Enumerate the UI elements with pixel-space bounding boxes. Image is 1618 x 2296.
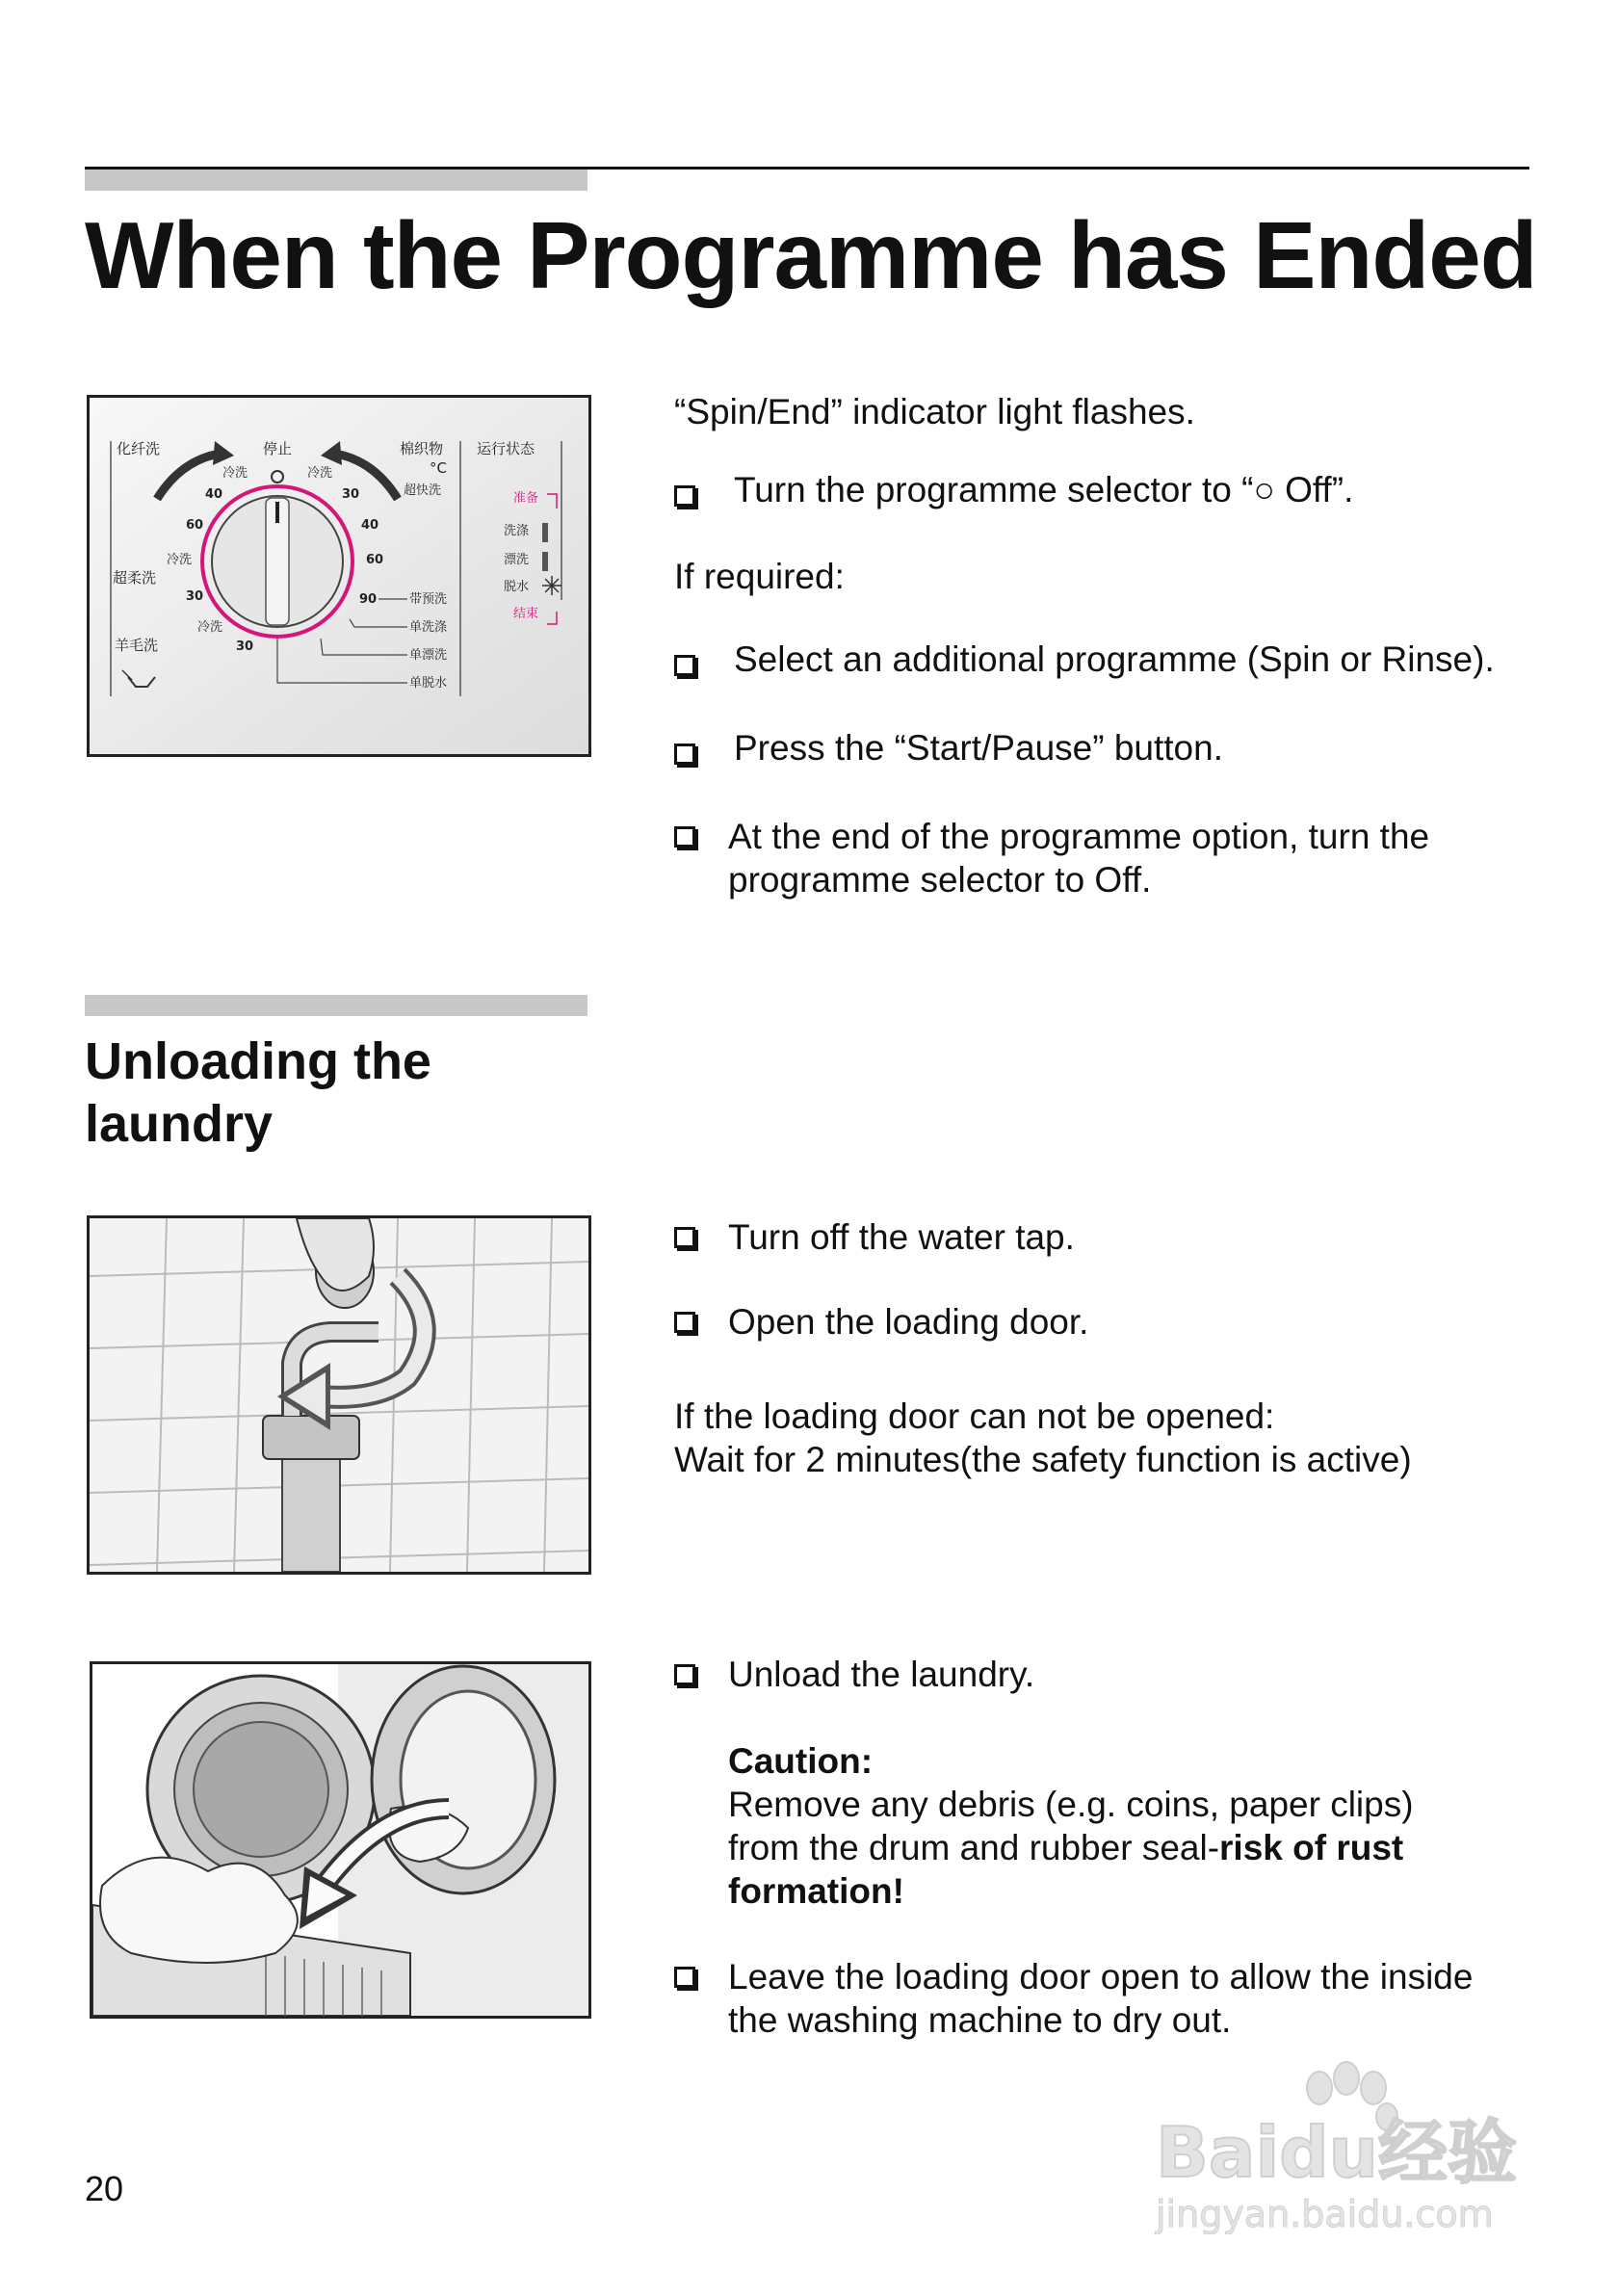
checkbox-icon xyxy=(674,1227,695,1248)
caution-label: Caution: xyxy=(728,1741,874,1781)
if-required-label: If required: xyxy=(674,557,845,596)
label-60b: 60 xyxy=(366,553,384,567)
unloading-laundry-figure xyxy=(90,1661,591,2019)
label-cold-mid: 冷洗 xyxy=(167,553,193,567)
section2-grey-bar xyxy=(85,995,587,1016)
step-leave-door-open: Leave the loading door open to allow the inside the washing machine to dry out. xyxy=(674,1955,1560,2051)
door-locked-note: If the loading door can not be opened: Wait for 2 minutes(the safety function is active) xyxy=(674,1396,1412,1479)
label-soft: 超柔洗 xyxy=(113,569,157,587)
label-status-title: 运行状态 xyxy=(477,440,535,457)
header-rule xyxy=(85,167,1529,170)
checkbox-icon xyxy=(674,826,695,848)
label-wool: 羊毛洗 xyxy=(115,637,159,654)
label-spin-only: 单脱水 xyxy=(409,676,448,691)
label-wash-only: 单洗涤 xyxy=(409,620,448,635)
label-quick: 超快洗 xyxy=(404,483,442,498)
section2-heading: Unloading the laundry xyxy=(85,1032,431,1153)
step-press-start-pause: Press the “Start/Pause” button. xyxy=(674,726,1541,774)
dial-panel-illustration xyxy=(90,398,588,754)
label-cotton: 棉织物 xyxy=(400,440,444,457)
step-unload-laundry: Unload the laundry. xyxy=(674,1653,1541,1701)
watermark-brand: Baidu经验 xyxy=(1156,2112,1517,2193)
checkbox-icon xyxy=(674,655,695,676)
label-spinning: 脱水 xyxy=(504,580,530,594)
step-turn-selector-off: Turn the programme selector to “○ Off”. xyxy=(674,468,1541,516)
label-prewash: 带预洗 xyxy=(409,592,448,607)
label-synthetic: 化纤洗 xyxy=(117,440,161,457)
label-cold-low: 冷洗 xyxy=(197,620,223,635)
label-60a: 60 xyxy=(186,518,204,533)
checkbox-icon xyxy=(674,744,695,765)
label-cold-left: 冷洗 xyxy=(222,466,248,481)
page-number: 20 xyxy=(85,2169,124,2208)
water-tap-figure xyxy=(87,1215,591,1575)
label-cold-right: 冷洗 xyxy=(307,466,333,481)
step-end-turn-off: At the end of the programme option, turn the programme selector to Off. xyxy=(674,815,1541,911)
unloading-laundry-illustration xyxy=(92,1664,588,2016)
label-30a: 30 xyxy=(342,487,360,502)
label-40b: 40 xyxy=(361,518,379,533)
checkbox-icon xyxy=(674,1664,695,1685)
step-open-door: Open the loading door. xyxy=(674,1300,1541,1348)
label-30c: 30 xyxy=(236,639,254,654)
spin-end-lead: “Spin/End” indicator light flashes. xyxy=(674,392,1195,431)
caution-block: Caution: Remove any debris (e.g. coins, paper clips) from the drum and rubber seal-risk of rust formation! xyxy=(728,1741,1414,1911)
paw-logo-icon xyxy=(1146,2061,1541,2234)
checkbox-icon xyxy=(674,1967,695,1988)
watermark-url: jingyan.baidu.com xyxy=(1156,2193,1494,2234)
step-select-additional: Select an additional programme (Spin or Rinse). xyxy=(674,638,1589,686)
baidu-watermark xyxy=(1146,2061,1541,2234)
label-rinsing: 漂洗 xyxy=(504,553,530,567)
label-degree: °C xyxy=(430,459,447,477)
label-stop: 停止 xyxy=(263,440,293,457)
label-rinse-only: 单漂洗 xyxy=(409,648,448,663)
label-40a: 40 xyxy=(205,487,223,502)
water-tap-illustration xyxy=(90,1218,588,1572)
label-90: 90 xyxy=(359,592,378,607)
page-title: When the Programme has Ended xyxy=(85,202,1537,308)
checkbox-icon xyxy=(674,1312,695,1333)
label-ready: 准备 xyxy=(513,491,539,506)
label-washing: 洗涤 xyxy=(504,524,530,538)
header-grey-bar xyxy=(85,170,587,191)
step-turn-off-tap: Turn off the water tap. xyxy=(674,1215,1541,1264)
label-30b: 30 xyxy=(186,589,204,604)
checkbox-icon xyxy=(674,485,695,507)
programme-dial-figure xyxy=(87,395,591,757)
label-end: 结束 xyxy=(513,607,539,621)
